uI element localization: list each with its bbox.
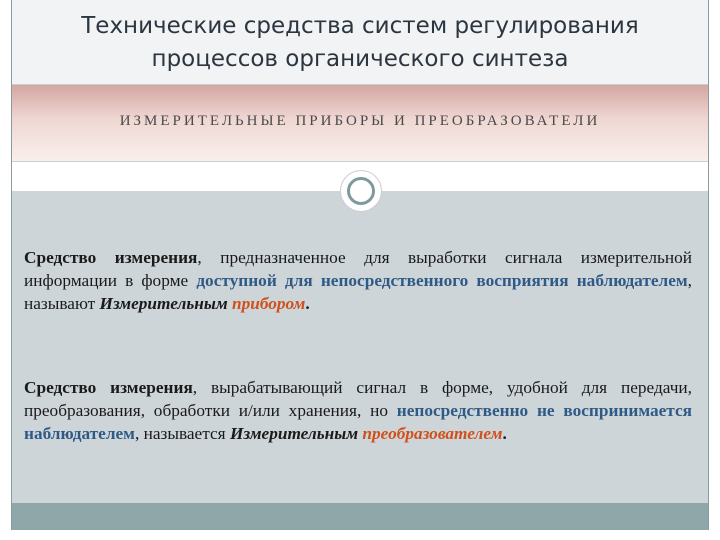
defined-name-accent: преобразователем: [362, 424, 503, 443]
highlight-text: доступной для непосредственного восприятия наблюдателем: [196, 271, 688, 290]
content-panel: [12, 191, 708, 503]
defined-name-accent: прибором: [232, 294, 306, 313]
subtitle-band: [12, 85, 708, 161]
definition-paragraph-converter: [24, 376, 692, 445]
paragraph-text: , называют: [24, 271, 692, 313]
defined-name: Измерительным: [229, 424, 363, 443]
period: .: [305, 294, 310, 313]
term-measuring-instrument: Средство измерения: [24, 378, 193, 397]
paragraph-text: , называется: [134, 424, 230, 443]
title-box: [12, 0, 708, 85]
slide-subtitle: ИЗМЕРИТЕЛЬНЫЕ ПРИБОРЫ И ПРЕОБРАЗОВАТЕЛИ: [119, 113, 601, 129]
paragraph-text: , предназначенное для выработки сигнала измерительной информации в форме: [24, 248, 692, 290]
circle-ornament-icon: [340, 170, 382, 212]
footer-bar: [12, 503, 708, 530]
slide-title: [12, 10, 708, 76]
title-line-2: процессов органического синтеза: [151, 46, 569, 72]
definition-paragraph-device: [24, 246, 692, 315]
term-measuring-instrument: Средство измерения: [24, 248, 198, 267]
defined-name: Измерительным: [99, 294, 232, 313]
circle-ring: [347, 177, 375, 205]
title-line-1: Технические средства систем регулирования: [81, 13, 639, 39]
period: .: [502, 424, 507, 443]
highlight-text: непосредственно не воспринимается наблюдателем: [24, 401, 692, 443]
paragraph-text: , вырабатывающий сигнал в форме, удобной для передачи, преобразования, обработки и/или хранения, но: [24, 378, 692, 420]
